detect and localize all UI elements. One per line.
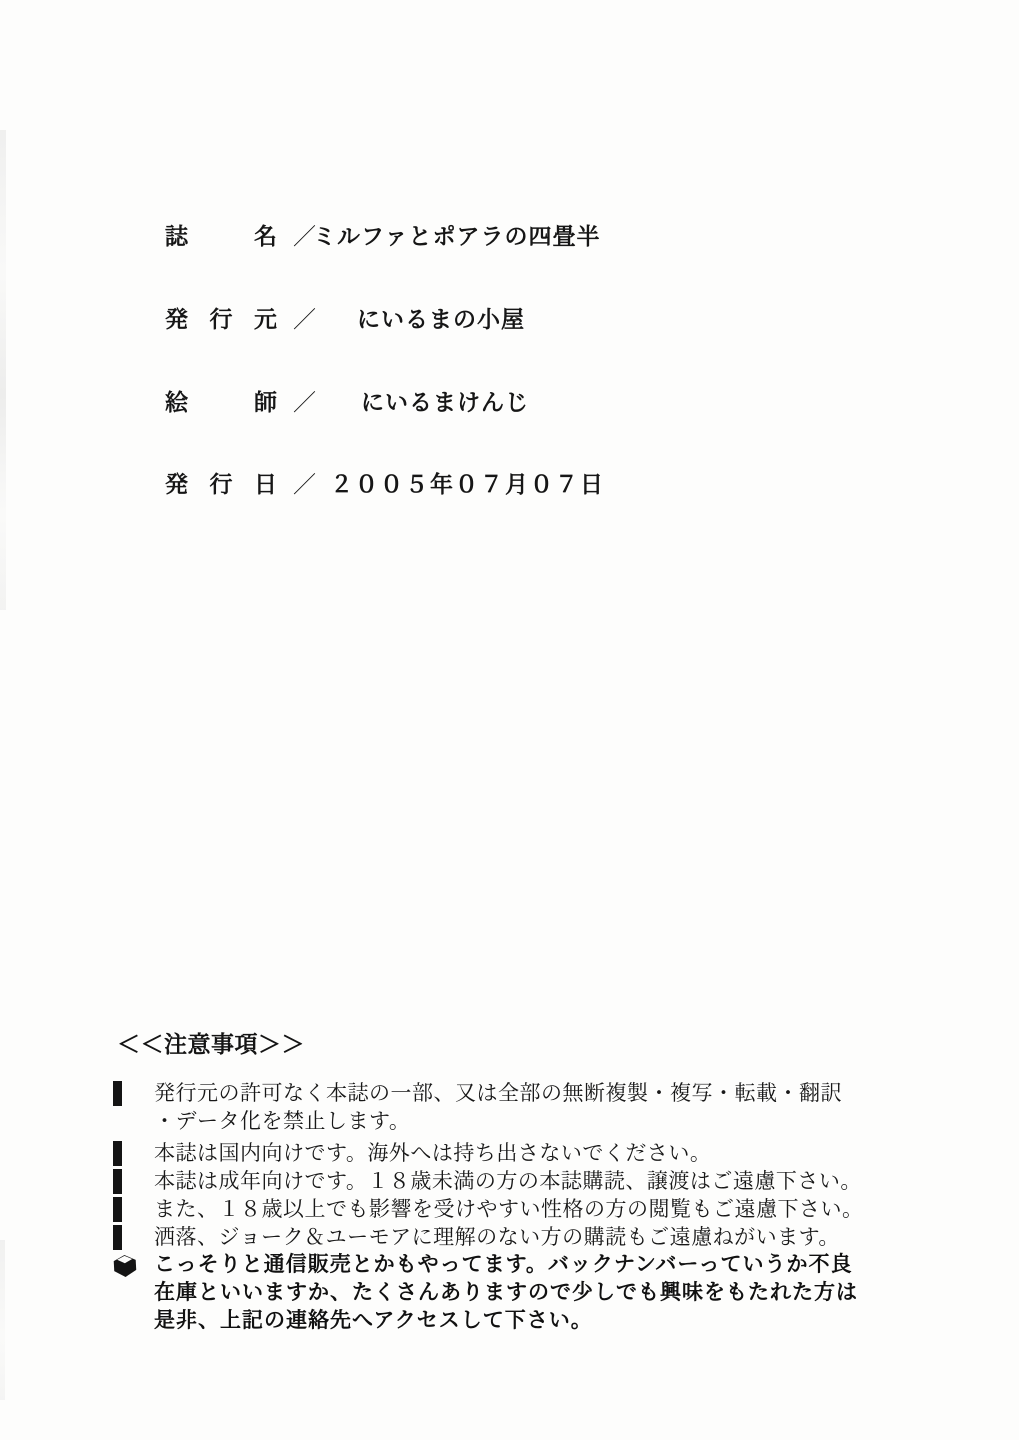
credit-value-date: ２００５年０７月０７日 [330,471,605,497]
scan-artifact [0,1240,5,1400]
slash-separator: ／ [293,306,317,332]
note-text [154,1139,711,1167]
note-text [154,1223,840,1251]
scan-artifact [0,130,6,610]
note-line: また、１８歳以上でも影響を受けやすい性格の方の閲覧もご遠慮下さい。 [154,1197,864,1221]
list-item [113,1079,943,1135]
filled-cube-icon [113,1251,137,1277]
credit-value-publisher: にいるまの小屋 [357,306,525,332]
note-line: 在庫といいますか、たくさんありますので少しでも興味をもたれた方は [154,1281,858,1304]
list-item [113,1195,943,1223]
open-box-icon [113,1139,137,1161]
credit-row-title [165,218,601,251]
credit-label: 発行日 [165,471,277,497]
note-text [154,1251,858,1335]
slash-separator: ／ [293,389,317,415]
list-item [113,1223,943,1251]
notes-heading: ＜＜注意事項＞＞ [117,1031,305,1057]
open-box-icon [113,1223,137,1245]
note-line: 本誌は国内向けです。海外へは持ち出さないでください。 [154,1141,712,1165]
slash-separator: ／ [293,223,317,249]
note-line: ・データ化を禁止します。 [154,1109,411,1133]
slash-separator: ／ [293,471,317,497]
note-line: 本誌は成年向けです。１８歳未満の方の本誌購読、譲渡はご遠慮下さい。 [154,1169,862,1193]
note-line: 発行元の許可なく本誌の一部、又は全部の無断複製・複写・転載・翻訳 [154,1081,842,1105]
note-line: こっそりと通信販売とかもやってます。バックナンバーっていうか不良 [154,1253,853,1276]
note-line: 是非、上記の連絡先へアクセスして下さい。 [154,1309,593,1332]
credit-label: 絵師 [165,389,277,415]
note-line: 洒落、ジョーク＆ユーモアに理解のない方の購読もご遠慮ねがいます。 [154,1225,840,1249]
open-box-icon [113,1195,137,1217]
notes-list [113,1079,943,1335]
credit-label: 誌名 [165,223,277,249]
credit-row-artist [165,384,529,417]
open-box-icon [113,1167,137,1189]
open-box-icon [113,1079,137,1101]
credit-value-artist: にいるまけんじ [361,389,529,415]
list-item [113,1139,943,1167]
credit-row-date [165,466,605,499]
list-item [113,1251,943,1335]
note-text [154,1195,864,1223]
credit-row-publisher [165,301,525,334]
note-text [154,1079,842,1135]
note-text [154,1167,862,1195]
list-item [113,1167,943,1195]
credit-label: 発行元 [165,306,277,332]
credit-value-title: ミルファとポアラの四畳半 [313,223,601,249]
